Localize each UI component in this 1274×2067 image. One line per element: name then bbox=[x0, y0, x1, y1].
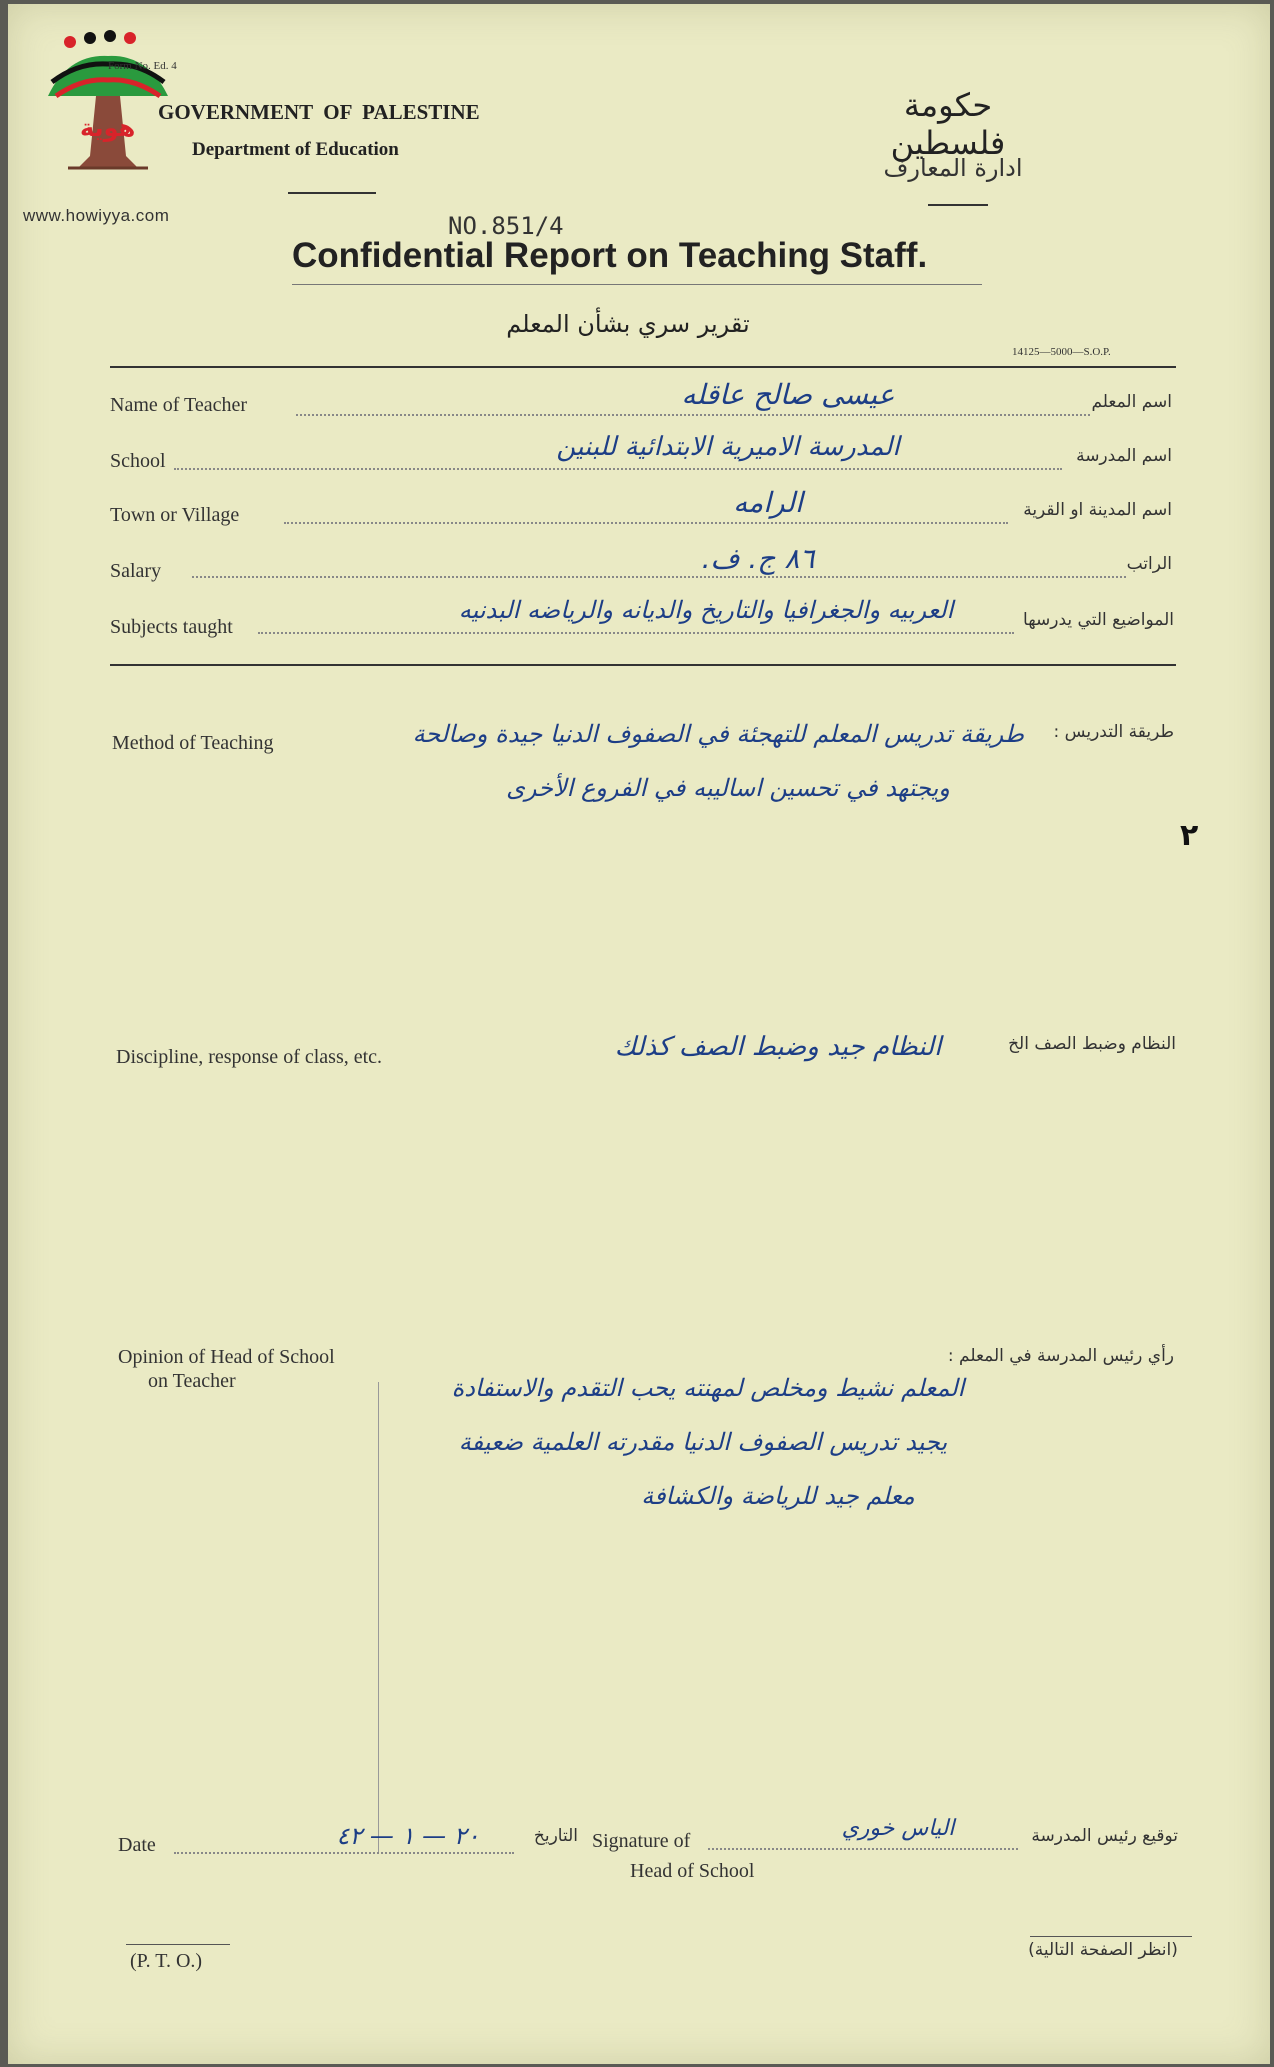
method-label-ar: طريقة التدريس : bbox=[1053, 722, 1174, 742]
date-value: ٢٠ — ١ — ٤٢ bbox=[336, 1822, 480, 1850]
signature-label-2: Head of School bbox=[630, 1860, 755, 1882]
salary-label: Salary bbox=[110, 560, 162, 582]
tree-logo-icon bbox=[38, 26, 178, 176]
opinion-line-3: معلم جيد للرياضة والكشافة bbox=[641, 1482, 915, 1510]
form-number: Form No. Ed. 4 bbox=[108, 60, 177, 72]
school-label-ar: اسم المدرسة bbox=[1076, 446, 1172, 466]
watermark-site: www.howiyya.com bbox=[23, 206, 170, 225]
header-rule-right bbox=[928, 204, 988, 206]
school-label: School bbox=[110, 450, 166, 472]
document-page bbox=[8, 4, 1270, 2064]
top-rule bbox=[110, 366, 1176, 368]
discipline-label-ar: النظام وضبط الصف الخ bbox=[1008, 1034, 1176, 1054]
teacher-label-ar: اسم المعلم bbox=[1091, 392, 1172, 412]
town-value: الرامه bbox=[733, 486, 803, 519]
department-heading: Department of Education bbox=[192, 139, 399, 160]
signature-dotline bbox=[708, 1848, 1018, 1850]
pto-label-ar: (انظر الصفحة التالية) bbox=[1028, 1940, 1178, 1960]
subjects-value: العربيه والجغرافيا والتاريخ والديانه والرياضه البدنيه bbox=[458, 596, 954, 624]
page-title: Confidential Report on Teaching Staff. bbox=[292, 236, 928, 275]
salary-value: ٨٦ ج. ف. bbox=[701, 542, 815, 575]
pto-rule-right bbox=[1030, 1936, 1192, 1937]
teacher-value: عيسى صالح عاقله bbox=[681, 378, 895, 411]
reference-number: NO.851/4 bbox=[448, 212, 564, 240]
pto-label: (P. T. O.) bbox=[130, 1950, 203, 1972]
teacher-dotline bbox=[296, 414, 1090, 416]
pto-rule-left bbox=[126, 1944, 230, 1945]
school-value: المدرسة الاميرية الابتدائية للبنين bbox=[556, 432, 900, 462]
header-rule-left bbox=[288, 192, 376, 194]
town-dotline bbox=[284, 522, 1008, 524]
opinion-line-2: يجيد تدريس الصفوف الدنيا مقدرته العلمية ضعيفة bbox=[458, 1428, 948, 1456]
date-dotline bbox=[174, 1852, 514, 1854]
subjects-label-ar: المواضيع التي يدرسها bbox=[1023, 610, 1174, 630]
fields-bottom-rule bbox=[110, 664, 1176, 666]
salary-label-ar: الراتب bbox=[1126, 554, 1172, 574]
subjects-label: Subjects taught bbox=[110, 616, 233, 638]
howiyya-logo bbox=[38, 26, 178, 201]
title-underline bbox=[292, 284, 982, 285]
opinion-label-ar: رأي رئيس المدرسة في المعلم : bbox=[947, 1346, 1174, 1366]
margin-mark: ٢ bbox=[1180, 818, 1199, 853]
method-label: Method of Teaching bbox=[112, 732, 274, 754]
school-dotline bbox=[174, 468, 1062, 470]
signature-label: Signature of bbox=[592, 1830, 691, 1852]
opinion-label-1: Opinion of Head of School bbox=[118, 1346, 335, 1368]
teacher-label: Name of Teacher bbox=[110, 394, 248, 416]
town-label-ar: اسم المدينة او القرية bbox=[1023, 500, 1172, 520]
town-label: Town or Village bbox=[110, 504, 240, 526]
method-line-1: طريقة تدريس المعلم للتهجئة في الصفوف الدنيا جيدة وصالحة bbox=[412, 720, 1024, 748]
salary-dotline bbox=[192, 576, 1126, 578]
method-line-2: ويجتهد في تحسين اساليبه في الفروع الأخرى bbox=[506, 774, 950, 802]
print-code: 14125—5000—S.O.P. bbox=[1012, 346, 1111, 358]
discipline-label: Discipline, response of class, etc. bbox=[116, 1046, 383, 1068]
opinion-line-1: المعلم نشيط ومخلص لمهنته يحب التقدم والاستفادة bbox=[451, 1374, 965, 1402]
government-heading: GOVERNMENT OF PALESTINE bbox=[158, 100, 480, 124]
subjects-dotline bbox=[258, 632, 1014, 634]
logo-text: هوية bbox=[80, 114, 136, 142]
government-heading-ar: حكومة فلسطين bbox=[890, 86, 1006, 162]
date-label-ar: التاريخ bbox=[533, 1826, 578, 1846]
department-heading-ar: ادارة المعارف bbox=[883, 154, 1023, 182]
date-label: Date bbox=[118, 1834, 156, 1856]
page-title-ar: تقرير سري بشأن المعلم bbox=[506, 310, 750, 338]
opinion-label-2: on Teacher bbox=[148, 1370, 236, 1392]
discipline-value: النظام جيد وضبط الصف كذلك bbox=[614, 1032, 942, 1062]
signature-label-ar: توقيع رئيس المدرسة bbox=[1031, 1826, 1178, 1846]
signature-value: الياس خوري bbox=[841, 1816, 955, 1841]
